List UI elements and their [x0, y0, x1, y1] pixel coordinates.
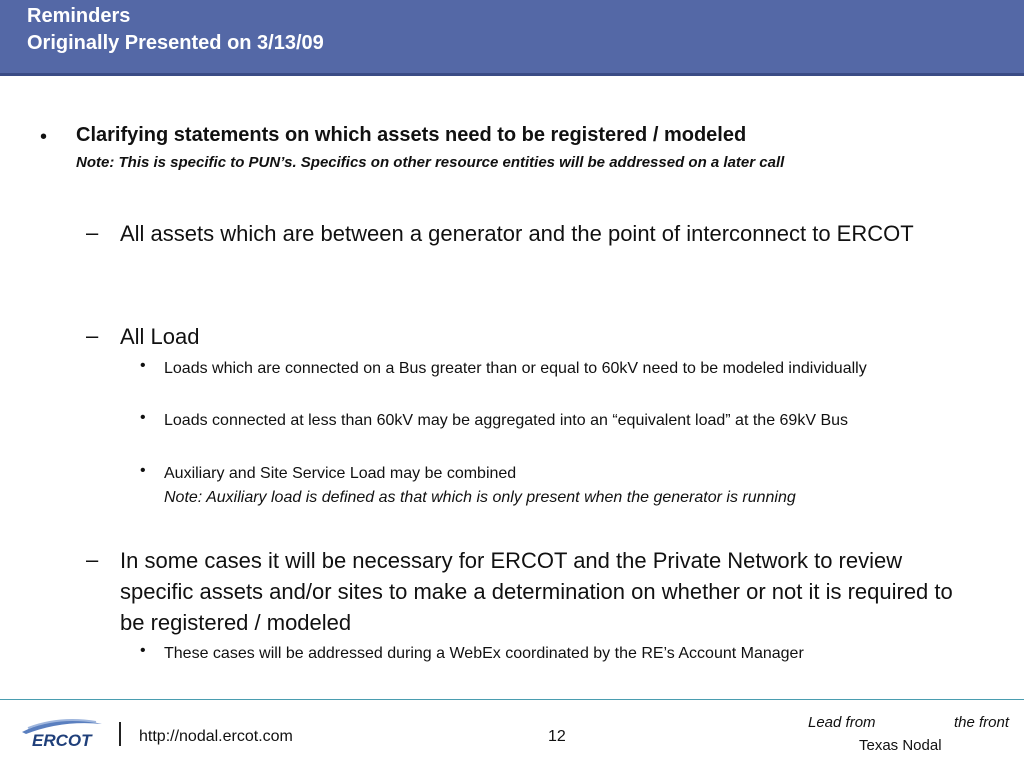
dash-glyph: – [86, 547, 99, 572]
bullet-glyph: • [40, 126, 48, 148]
footer-separator [119, 722, 121, 746]
tagline-lead-from: Lead from [808, 714, 876, 731]
tagline-the-front: the front [954, 714, 1010, 731]
slide-title: Reminders [27, 5, 131, 27]
tagline-texas-nodal: Texas Nodal [859, 737, 942, 754]
bullet-glyph: • [140, 462, 146, 479]
sub-item-all-load: All Load [120, 324, 200, 349]
slide-header [0, 0, 1024, 76]
sub-sub-item-webex: These cases will be addressed during a WebEx coordinated by the RE’s Account Manager [164, 645, 804, 662]
auxiliary-text: Auxiliary and Site Service Load may be combined [164, 465, 517, 482]
sub-sub-item-auxiliary [164, 462, 994, 510]
logo-text: ERCOT [32, 731, 92, 750]
footer-divider-line [0, 699, 1024, 700]
main-bullet-text: Clarifying statements on which assets need to be registered / modeled [76, 124, 747, 146]
bullet-glyph: • [140, 357, 146, 374]
auxiliary-note: Note: Auxiliary load is defined as that which is only present when the generator is running [164, 489, 796, 506]
slide-subtitle: Originally Presented on 3/13/09 [27, 32, 324, 54]
footer-url[interactable]: http://nodal.ercot.com [139, 728, 293, 745]
sub-item-assets: All assets which are between a generator and the point of interconnect to ERCOT [120, 221, 914, 246]
main-bullet-note: Note: This is specific to PUN’s. Specifics on other resource entities will be addressed on a later call [76, 154, 785, 171]
page-number: 12 [548, 728, 566, 745]
dash-glyph: – [86, 220, 99, 245]
bullet-glyph: • [140, 642, 146, 659]
sub-item-special-cases: In some cases it will be necessary for ERCOT and the Private Network to review specific assets and/or sites to make a determination on whether or not it is required to be registered / modeled [120, 548, 953, 635]
dash-glyph: – [86, 323, 99, 348]
sub-sub-item-bus-loads: Loads which are connected on a Bus greater than or equal to 60kV need to be modeled individually [164, 360, 867, 377]
sub-sub-item-aggregated-loads: Loads connected at less than 60kV may be aggregated into an “equivalent load” at the 69kV Bus [164, 412, 849, 429]
ercot-logo [18, 712, 104, 750]
bullet-glyph: • [140, 409, 146, 426]
